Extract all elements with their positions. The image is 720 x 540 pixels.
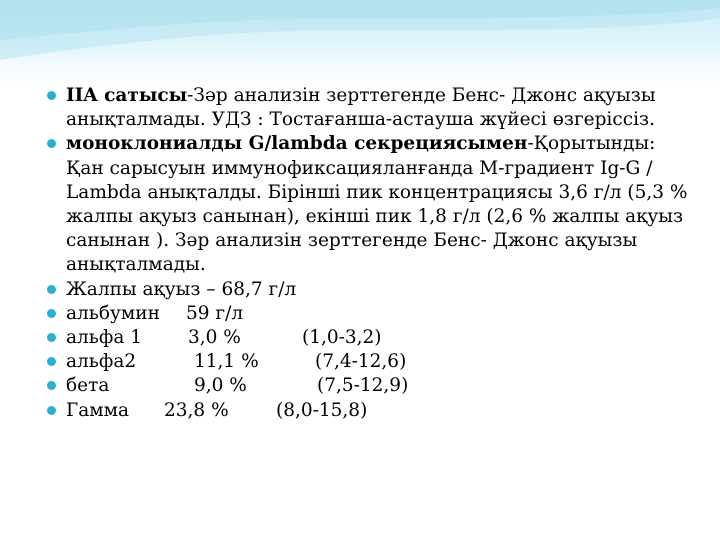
- bullet-monoclonal: [46, 132, 696, 277]
- lab-value: 3,0 %: [188, 327, 241, 349]
- bullet-list: [46, 84, 696, 423]
- stage-label: IIA сатысы: [66, 85, 188, 106]
- bullet-icon: [47, 406, 56, 415]
- lab-name: альфа 1: [66, 327, 143, 349]
- bullet-icon: [47, 309, 56, 318]
- bullet-icon: [47, 285, 56, 294]
- stage-text: -Зәр анализін зерттегенде Бенс- Джонс ақуызы анықталмады. УДЗ : Тостағанша-астауша жүйесі өзгеріссіз.: [66, 85, 656, 131]
- lab-row-total-protein: [46, 278, 696, 302]
- lab-value: 59 г/л: [186, 302, 244, 324]
- bullet-icon: [47, 91, 56, 100]
- bullet-icon: [47, 333, 56, 342]
- lab-row-beta: [46, 374, 696, 398]
- lab-range: (8,0-15,8): [276, 399, 368, 421]
- monoclonal-text: -Қорытынды: Қан сарысуын иммунофиксацияланғанда М-градиент Ig-G / Lambda анықталды. Бірінші пик концентрациясы 3,6 г/л (5,3 % жалпы ақуыз санынан), екінші пик 1,8 г/л (2,6 % жалпы ақуыз санынан ). Зәр анализін зерттегенде Бенс- Джонс ақуызы анықталмады.: [66, 133, 688, 276]
- monoclonal-label: моноклониалды G/lambda секрециясымен: [66, 133, 528, 155]
- lab-row-alpha1: [46, 326, 696, 350]
- lab-range: (1,0-3,2): [302, 327, 382, 349]
- lab-row-gamma: [46, 399, 696, 423]
- lab-name: Жалпы ақуыз: [66, 278, 201, 300]
- slide-body: [46, 84, 696, 423]
- lab-name: Гамма: [66, 399, 130, 421]
- lab-value: – 68,7 г/л: [206, 278, 297, 300]
- lab-row-albumin: [46, 302, 696, 326]
- lab-range: (7,5-12,9): [317, 375, 409, 397]
- bullet-icon: [47, 357, 56, 366]
- lab-range: (7,4-12,6): [315, 351, 407, 373]
- bullet-icon: [47, 139, 56, 148]
- lab-name: альбумин: [66, 302, 160, 324]
- lab-row-alpha2: [46, 350, 696, 374]
- lab-value: 9,0 %: [194, 375, 247, 397]
- bullet-icon: [47, 381, 56, 390]
- lab-name: альфа2: [66, 351, 137, 373]
- bullet-stage: [46, 84, 696, 132]
- lab-name: бета: [66, 375, 110, 397]
- lab-value: 23,8 %: [164, 399, 229, 421]
- lab-value: 11,1 %: [194, 351, 259, 373]
- header-swoosh: [0, 0, 720, 90]
